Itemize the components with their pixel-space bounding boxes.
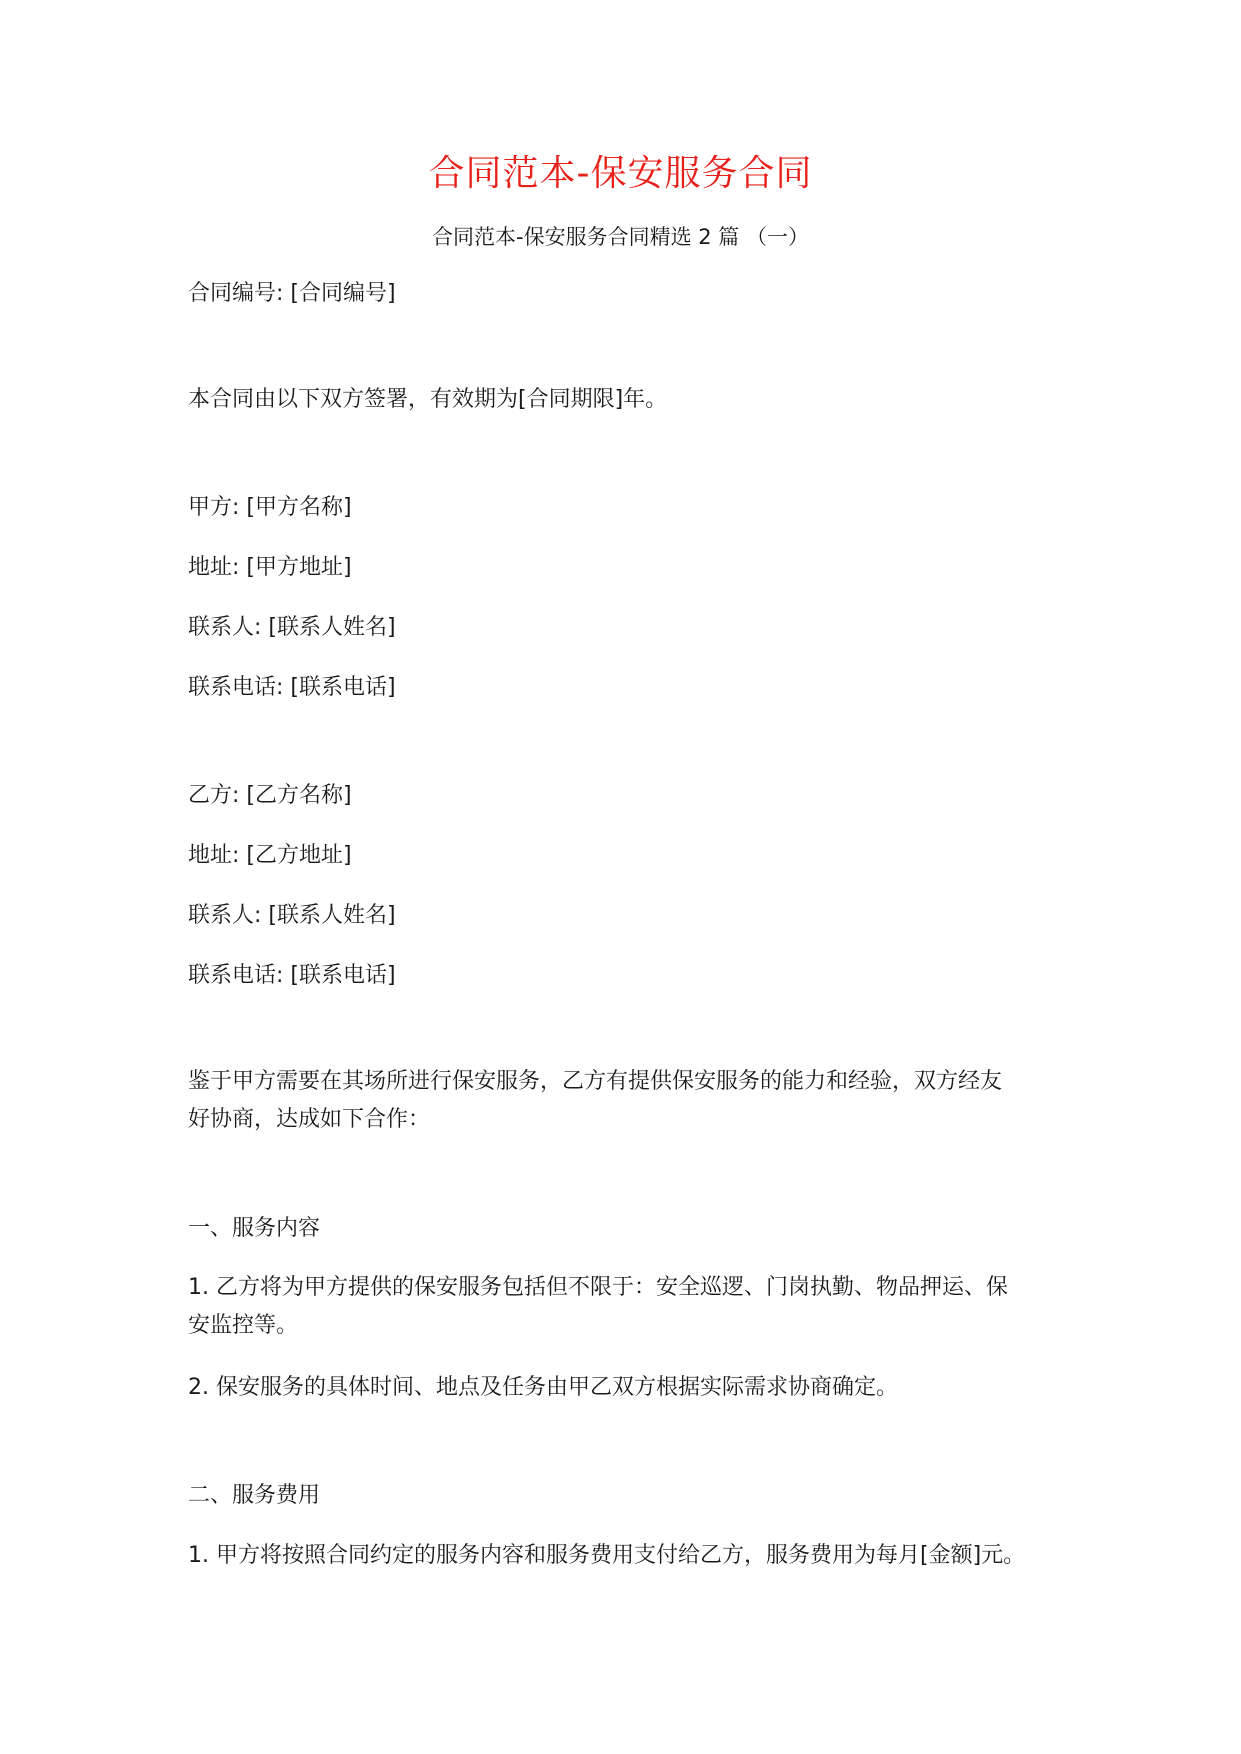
party-b-address: 地址: [乙方地址] bbox=[188, 843, 352, 868]
party-a-address: 地址: [甲方地址] bbox=[188, 555, 352, 580]
section-1-heading: 一、服务内容 bbox=[188, 1216, 321, 1241]
party-a-phone: 联系电话: [联系电话] bbox=[188, 675, 396, 700]
preamble-line-1: 鉴于甲方需要在其场所进行保安服务，乙方有提供保安服务的能力和经验，双方经友 bbox=[188, 1069, 1003, 1094]
section-2-item-1: 1. 甲方将按照合同约定的服务内容和服务费用支付给乙方，服务费用为每月[金额]元。 bbox=[188, 1543, 1026, 1568]
document-title: 合同范本-保安服务合同 bbox=[428, 153, 813, 194]
section-1-item-1-line-1: 1. 乙方将为甲方提供的保安服务包括但不限于：安全巡逻、门岗执勤、物品押运、保 bbox=[188, 1275, 1008, 1300]
section-1-item-2: 2. 保安服务的具体时间、地点及任务由甲乙双方根据实际需求协商确定。 bbox=[188, 1375, 898, 1400]
section-1-item-1-line-2: 安监控等。 bbox=[188, 1313, 299, 1338]
party-b-name: 乙方: [乙方名称] bbox=[188, 783, 352, 808]
party-b-contact: 联系人: [联系人姓名] bbox=[188, 903, 396, 928]
party-a-contact: 联系人: [联系人姓名] bbox=[188, 615, 396, 640]
intro-paragraph: 本合同由以下双方签署，有效期为[合同期限]年。 bbox=[188, 387, 668, 412]
contract-number: 合同编号: [合同编号] bbox=[188, 281, 396, 306]
party-b-phone: 联系电话: [联系电话] bbox=[188, 963, 396, 988]
party-a-name: 甲方: [甲方名称] bbox=[188, 495, 352, 520]
document-subtitle: 合同范本-保安服务合同精选 2 篇 （一） bbox=[432, 225, 809, 249]
preamble-line-2: 好协商，达成如下合作： bbox=[188, 1107, 431, 1132]
section-2-heading: 二、服务费用 bbox=[188, 1483, 321, 1508]
